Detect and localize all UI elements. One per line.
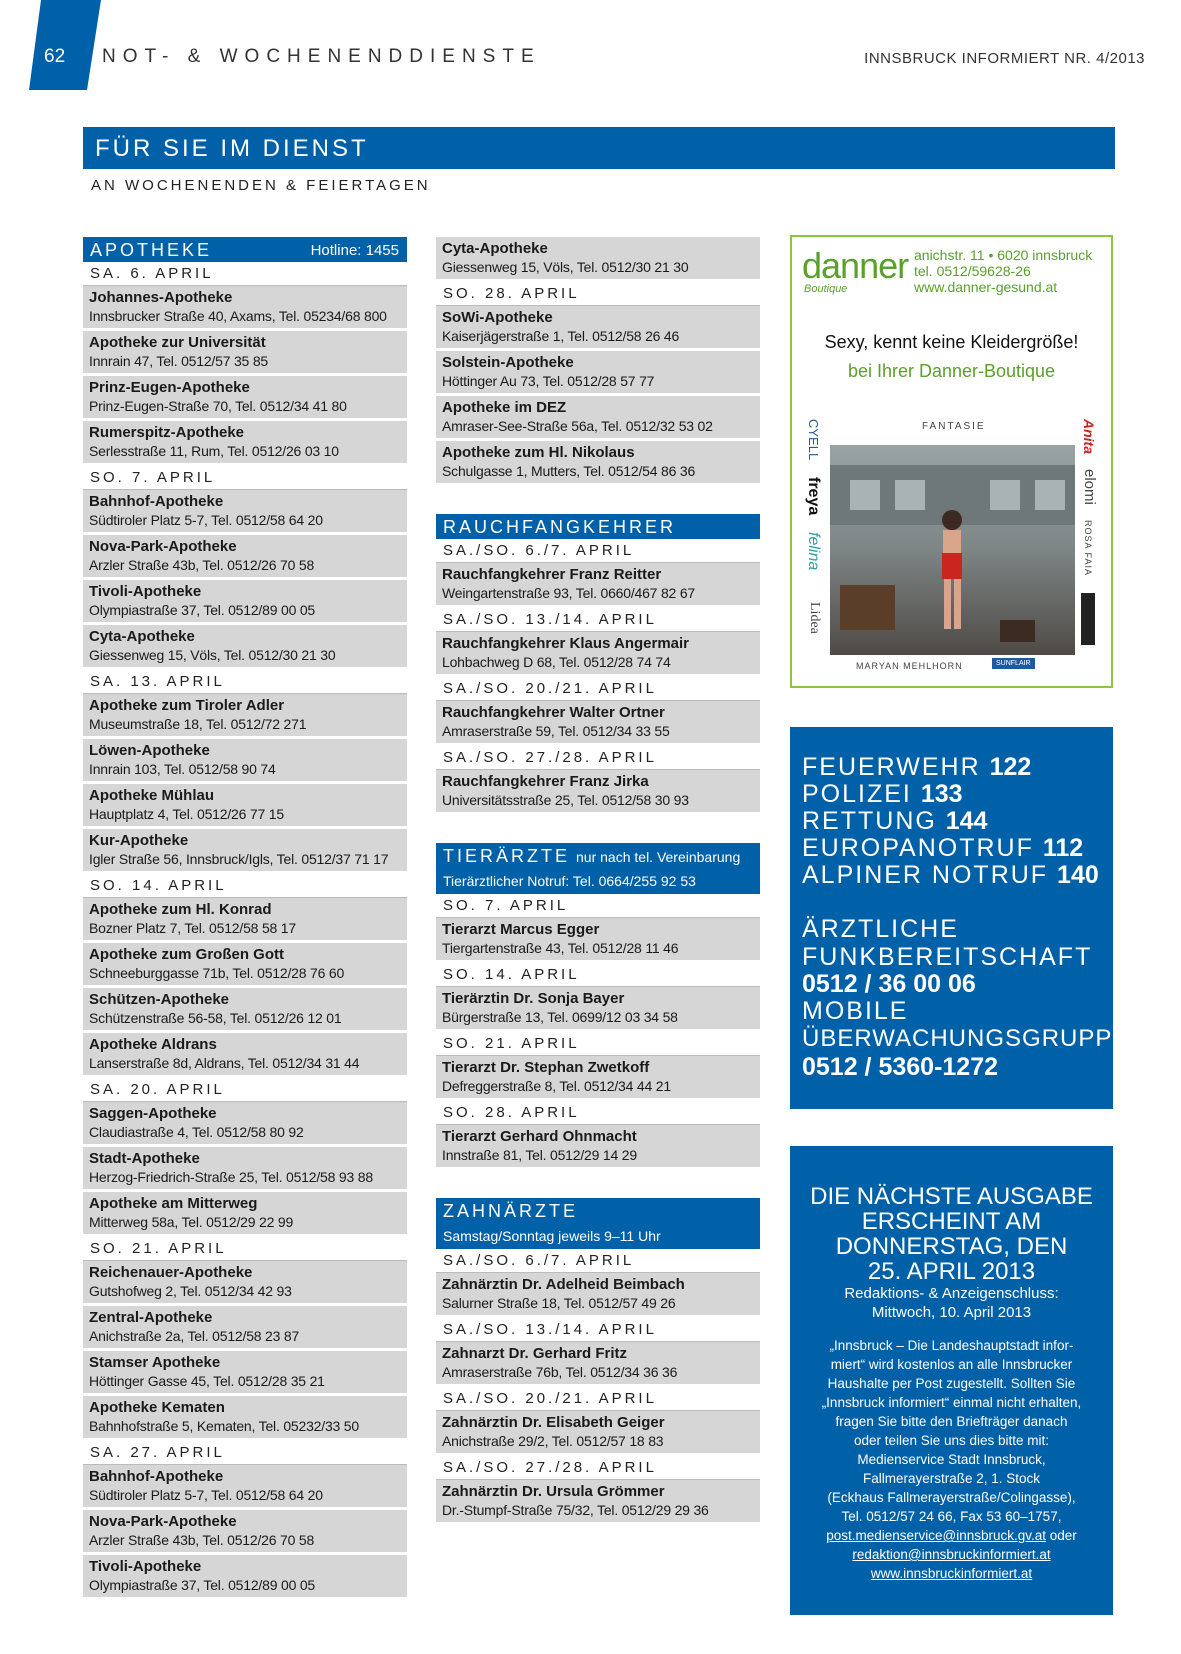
ad-slogan-sub: bei Ihrer Danner-Boutique	[847, 361, 1056, 381]
listing-name: Schützen-Apotheke	[89, 991, 230, 1008]
date-heading: SA. 6. APRIL	[83, 262, 407, 286]
section-heading: NOT- & WOCHENENDDIENSTE	[102, 46, 541, 67]
rauchfangkehrer-title: RAUCHFANGKEHRER	[443, 517, 677, 537]
brand-sunflair: SUNFLAIR	[992, 658, 1035, 669]
zahnaerzte-header	[436, 1198, 760, 1249]
listing-address: Mitterweg 58a, Tel. 0512/29 22 99	[89, 1214, 294, 1230]
website-link[interactable]: www.innsbruckinformiert.at	[870, 1566, 1033, 1581]
listing-address: Bahnhofstraße 5, Kematen, Tel. 05232/33 50	[89, 1418, 359, 1434]
listing-entry	[436, 306, 760, 348]
listing-name: Saggen-Apotheke	[89, 1105, 217, 1122]
emergency-number: 122	[989, 753, 1032, 781]
spacer	[436, 1170, 760, 1198]
emergency-number: 133	[920, 780, 963, 808]
mobile-label-2: ÜBERWACHUNGSGRUPPE	[802, 1025, 1130, 1052]
page-number-tab	[29, 0, 101, 90]
listing-entry	[83, 1465, 407, 1507]
listing-name: Apotheke zum Hl. Nikolaus	[442, 444, 635, 461]
date-heading: SO. 7. APRIL	[83, 466, 407, 490]
listing-address: Südtiroler Platz 5-7, Tel. 0512/58 64 20	[89, 1487, 323, 1503]
listing-entry	[83, 1510, 407, 1552]
date-heading: SA. 27. APRIL	[83, 1441, 407, 1465]
listing-address: Universitätsstraße 25, Tel. 0512/58 30 93	[442, 792, 689, 808]
listing-address: Bozner Platz 7, Tel. 0512/58 58 17	[89, 920, 296, 936]
emergency-label: FEUERWEHR	[802, 753, 981, 781]
listing-address: Weingartenstraße 93, Tel. 0660/467 82 67	[442, 585, 695, 601]
services-column	[436, 237, 760, 1525]
emergency-label: RETTUNG	[802, 807, 937, 835]
listing-entry	[83, 1396, 407, 1438]
listing-address: Olympiastraße 37, Tel. 0512/89 00 05	[89, 1577, 316, 1593]
date-heading: SO. 21. APRIL	[436, 1032, 760, 1056]
listing-address: Schulgasse 1, Mutters, Tel. 0512/54 86 36	[442, 463, 696, 479]
listing-name: Nova-Park-Apotheke	[89, 538, 237, 555]
emergency-line	[802, 834, 1083, 862]
listing-entry	[436, 1342, 760, 1384]
mobile-number: 0512 / 5360-1272	[802, 1053, 999, 1081]
date-heading: SA. 13. APRIL	[83, 670, 407, 694]
brand-maryan-mehlhorn: MARYAN MEHLHORN	[856, 661, 963, 671]
danner-address	[914, 247, 1092, 295]
tieraerzte-title: TIERÄRZTE	[443, 846, 571, 866]
brand-elomi: elomi	[1081, 469, 1098, 505]
listing-entry	[83, 829, 407, 871]
listing-address: Innsbrucker Straße 40, Axams, Tel. 05234/68 800	[89, 308, 387, 324]
listing-name: Rauchfangkehrer Walter Ortner	[442, 704, 665, 721]
date-heading: SA./SO. 13./14. APRIL	[436, 1318, 760, 1342]
web-line: www.danner-gesund.at	[914, 279, 1058, 295]
listing-name: Apotheke zum Großen Gott	[89, 946, 284, 963]
listing-entry	[83, 784, 407, 826]
date-heading: SO. 21. APRIL	[83, 1237, 407, 1261]
tieraerzte-header	[436, 843, 760, 894]
listing-address: Herzog-Friedrich-Straße 25, Tel. 0512/58 93 88	[89, 1169, 373, 1185]
rauchfangkehrer-list	[436, 539, 760, 812]
listing-entry	[83, 580, 407, 622]
listing-address: Lohbachweg D 68, Tel. 0512/28 74 74	[442, 654, 671, 670]
listing-address: Salurner Straße 18, Tel. 0512/57 49 26	[442, 1295, 676, 1311]
funk-label-2: FUNKBEREITSCHAFT	[802, 943, 1093, 971]
listing-entry	[83, 376, 407, 418]
listing-name: Apotheke im DEZ	[442, 399, 567, 416]
listing-name: Tierarzt Dr. Stephan Zwetkoff	[442, 1059, 650, 1076]
brand-freya: freya	[805, 477, 822, 516]
ad-slogan: Sexy, kennt keine Kleidergröße!	[824, 332, 1079, 352]
listing-entry	[436, 918, 760, 960]
brand-lidea: Lidea	[807, 602, 822, 634]
listing-name: Apotheke zur Universität	[89, 334, 266, 351]
email-line	[804, 1526, 1099, 1545]
listing-address: Anichstraße 29/2, Tel. 0512/57 18 83	[442, 1433, 664, 1449]
listing-address: Arzler Straße 43b, Tel. 0512/26 70 58	[89, 1532, 315, 1548]
listing-entry	[436, 563, 760, 605]
listing-name: Tierärztin Dr. Sonja Bayer	[442, 990, 625, 1007]
listing-entry	[83, 1261, 407, 1303]
listing-name: Löwen-Apotheke	[89, 742, 210, 759]
delivery-text-line: Tel. 0512/57 24 66, Fax 53 60–1757,	[841, 1509, 1062, 1524]
listing-name: Cyta-Apotheke	[442, 240, 548, 257]
date-heading: SA./SO. 20./21. APRIL	[436, 677, 760, 701]
emergency-number: 112	[1042, 834, 1084, 862]
listing-entry	[83, 1192, 407, 1234]
delivery-text-line: miert“ wird kostenlos an alle Innsbrucker	[830, 1357, 1073, 1372]
listing-name: Bahnhof-Apotheke	[89, 1468, 224, 1485]
delivery-text-line: Fallmerayerstraße 2, 1. Stock	[862, 1471, 1041, 1486]
apotheke-list	[83, 262, 407, 1597]
mobile-label-1: MOBILE	[802, 997, 909, 1025]
delivery-text-line: „Innsbruck informiert“ einmal nicht erhalten,	[821, 1395, 1082, 1410]
listing-entry	[83, 898, 407, 940]
apotheke-header	[83, 237, 407, 262]
listing-name: Tivoli-Apotheke	[89, 1558, 202, 1575]
listing-name: Kur-Apotheke	[89, 832, 189, 849]
listing-name: Rauchfangkehrer Franz Jirka	[442, 773, 649, 790]
apotheke-continued-list	[436, 237, 760, 483]
listing-name: Tivoli-Apotheke	[89, 583, 202, 600]
listing-address: Höttinger Gasse 45, Tel. 0512/28 35 21	[89, 1373, 325, 1389]
danner-logo: danner	[802, 245, 909, 286]
deadline-label: Redaktions- & Anzeigenschluss:	[844, 1285, 1059, 1302]
delivery-text-line: fragen Sie bitte den Briefträger danach	[835, 1414, 1068, 1429]
brand-prima-donna-logo	[1081, 593, 1095, 645]
heading-line: ERSCHEINT AM	[861, 1208, 1042, 1235]
listing-entry	[83, 331, 407, 373]
listing-name: Rauchfangkehrer Klaus Angermair	[442, 635, 690, 652]
listing-name: Prinz-Eugen-Apotheke	[89, 379, 250, 396]
listing-address: Anichstraße 2a, Tel. 0512/58 23 87	[89, 1328, 300, 1344]
apotheke-column	[83, 237, 407, 1600]
listing-name: SoWi-Apotheke	[442, 309, 553, 326]
tieraerzte-note: nur nach tel. Vereinbarung	[576, 849, 741, 865]
listing-address: Dr.-Stumpf-Straße 75/32, Tel. 0512/29 29 36	[442, 1502, 709, 1518]
listing-name: Rauchfangkehrer Franz Reitter	[442, 566, 662, 583]
listing-entry	[83, 988, 407, 1030]
listing-entry	[83, 1555, 407, 1597]
listing-entry	[83, 286, 407, 328]
listing-name: Stamser Apotheke	[89, 1354, 221, 1371]
delivery-text-line: (Eckhaus Fallmerayerstraße/Colingasse),	[827, 1490, 1076, 1505]
emergency-line	[802, 753, 1031, 781]
brand-felina: felina	[805, 532, 822, 571]
listing-name: Tierarzt Marcus Egger	[442, 921, 600, 938]
listing-name: Apotheke zum Tiroler Adler	[89, 697, 285, 714]
listing-entry	[436, 1273, 760, 1315]
listing-address: Innrain 103, Tel. 0512/58 90 74	[89, 761, 276, 777]
listing-entry	[436, 441, 760, 483]
zahnaerzte-hours: Samstag/Sonntag jeweils 9–11 Uhr	[443, 1228, 661, 1244]
funk-label-1: ÄRZTLICHE	[802, 915, 959, 943]
emergency-label: EUROPANOTRUF	[802, 834, 1034, 862]
delivery-text-line: Medienservice Stadt Innsbruck,	[857, 1452, 1046, 1467]
date-heading: SO. 28. APRIL	[436, 282, 760, 306]
delivery-text-line: Haushalte per Post zugestellt. Sollten Sie	[827, 1376, 1076, 1391]
listing-address: Innstraße 81, Tel. 0512/29 14 29	[442, 1147, 637, 1163]
heading-line: DONNERSTAG, DEN	[835, 1233, 1068, 1260]
funk-number: 0512 / 36 00 06	[802, 970, 976, 998]
tieraerzte-title-line	[443, 846, 740, 867]
listing-entry	[83, 1351, 407, 1393]
listing-name: Nova-Park-Apotheke	[89, 1513, 237, 1530]
listing-name: Apotheke zum Hl. Konrad	[89, 901, 272, 918]
listing-entry	[83, 535, 407, 577]
train-station-illustration	[830, 445, 1075, 655]
listing-entry	[83, 1306, 407, 1348]
listing-name: Apotheke Kematen	[89, 1399, 225, 1416]
spacer	[436, 815, 760, 843]
listing-entry	[436, 1480, 760, 1522]
zahnaerzte-list	[436, 1249, 760, 1522]
danner-logo-sub: Boutique	[804, 283, 848, 295]
listing-entry	[83, 739, 407, 781]
listing-address: Lanserstraße 8d, Aldrans, Tel. 0512/34 31 44	[89, 1055, 360, 1071]
next-issue-box	[790, 1146, 1113, 1615]
date-heading: SA./SO. 6./7. APRIL	[436, 539, 760, 563]
listing-address: Tiergartenstraße 43, Tel. 0512/28 11 46	[442, 940, 679, 956]
listing-entry	[83, 625, 407, 667]
emergency-number: 144	[945, 807, 988, 835]
listing-name: Apotheke Mühlau	[89, 787, 215, 804]
listing-address: Giessenweg 15, Völs, Tel. 0512/30 21 30	[442, 259, 689, 275]
emergency-label: POLIZEI	[802, 780, 912, 808]
listing-name: Rumerspitz-Apotheke	[89, 424, 245, 441]
listing-address: Prinz-Eugen-Straße 70, Tel. 0512/34 41 80	[89, 398, 347, 414]
listing-entry	[436, 351, 760, 393]
spacer	[436, 486, 760, 514]
listing-address: Olympiastraße 37, Tel. 0512/89 00 05	[89, 602, 316, 618]
listing-address: Museumstraße 18, Tel. 0512/72 271	[89, 716, 307, 732]
listing-name: Zahnärztin Dr. Elisabeth Geiger	[442, 1414, 665, 1431]
emergency-numbers-box	[790, 727, 1130, 1109]
date-heading: SA. 20. APRIL	[83, 1078, 407, 1102]
email-link-redaktion[interactable]: redaktion@innsbruckinformiert.at	[852, 1547, 1051, 1562]
listing-entry	[83, 1102, 407, 1144]
issue-label: INNSBRUCK INFORMIERT NR. 4/2013	[864, 50, 1145, 67]
listing-address: Bürgerstraße 13, Tel. 0699/12 03 34 58	[442, 1009, 678, 1025]
listing-name: Solstein-Apotheke	[442, 354, 574, 371]
title-banner	[83, 127, 1115, 169]
emergency-line	[802, 780, 963, 808]
listing-address: Hauptplatz 4, Tel. 0512/26 77 15	[89, 806, 284, 822]
listing-address: Höttinger Au 73, Tel. 0512/28 57 77	[442, 373, 655, 389]
delivery-text-line: oder teilen Sie uns dies bitte mit:	[853, 1433, 1050, 1448]
listing-name: Zahnärztin Dr. Ursula Grömmer	[442, 1483, 665, 1500]
heading-line: DIE NÄCHSTE AUSGABE	[810, 1183, 1093, 1210]
zahnaerzte-title: ZAHNÄRZTE	[443, 1201, 578, 1221]
listing-address: Amraserstraße 59, Tel. 0512/34 33 55	[442, 723, 670, 739]
listing-address: Giessenweg 15, Völs, Tel. 0512/30 21 30	[89, 647, 336, 663]
email-link-medienservice[interactable]: post.medienservice@innsbruck.gv.at	[826, 1528, 1047, 1543]
listing-entry	[436, 1056, 760, 1098]
date-heading: SO. 14. APRIL	[83, 874, 407, 898]
rauchfangkehrer-header	[436, 514, 760, 539]
listing-address: Kaiserjägerstraße 1, Tel. 0512/58 26 46	[442, 328, 680, 344]
web-line	[804, 1564, 1099, 1583]
date-heading: SO. 28. APRIL	[436, 1101, 760, 1125]
address-line: anichstr. 11 • 6020 innsbruck	[914, 247, 1093, 263]
listing-entry	[83, 1147, 407, 1189]
deadline-info	[790, 1284, 1113, 1322]
listing-address: Südtiroler Platz 5-7, Tel. 0512/58 64 20	[89, 512, 323, 528]
date-heading: SA./SO. 20./21. APRIL	[436, 1387, 760, 1411]
email-line-2	[804, 1545, 1099, 1564]
listing-entry	[83, 1033, 407, 1075]
listing-entry	[436, 1411, 760, 1453]
listing-name: Bahnhof-Apotheke	[89, 493, 224, 510]
listing-address: Igler Straße 56, Innsbruck/Igls, Tel. 0512/37 71 17	[89, 851, 389, 867]
delivery-info	[804, 1336, 1099, 1583]
page-number: 62	[44, 46, 66, 67]
emergency-label: ALPINER NOTRUF	[802, 861, 1049, 889]
listing-entry	[436, 237, 760, 279]
listing-address: Defreggerstraße 8, Tel. 0512/34 44 21	[442, 1078, 671, 1094]
listing-entry	[83, 943, 407, 985]
listing-address: Amraserstraße 76b, Tel. 0512/34 36 36	[442, 1364, 678, 1380]
date-heading: SA./SO. 6./7. APRIL	[436, 1249, 760, 1273]
date-heading: SA./SO. 27./28. APRIL	[436, 746, 760, 770]
emergency-line	[802, 807, 988, 835]
listing-name: Apotheke am Mitterweg	[89, 1195, 258, 1212]
tieraerzte-notruf: Tierärztlicher Notruf: Tel. 0664/255 92 53	[443, 873, 696, 889]
apotheke-title: APOTHEKE	[90, 240, 213, 260]
listing-name: Zahnärztin Dr. Adelheid Beimbach	[442, 1276, 685, 1293]
listing-name: Stadt-Apotheke	[89, 1150, 200, 1167]
listing-name: Cyta-Apotheke	[89, 628, 195, 645]
listing-address: Schützenstraße 56-58, Tel. 0512/26 12 01	[89, 1010, 342, 1026]
banner-title: FÜR SIE IM DIENST	[95, 135, 369, 162]
date-heading: SO. 7. APRIL	[436, 894, 760, 918]
deadline-date: Mittwoch, 10. April 2013	[871, 1304, 1032, 1321]
oder-text: oder	[1046, 1528, 1077, 1543]
brand-fantasie: FANTASIE	[922, 421, 986, 432]
phone-line: tel. 0512/59628-26	[914, 263, 1031, 279]
emergency-line	[802, 861, 1099, 889]
tieraerzte-list	[436, 894, 760, 1167]
date-heading: SA./SO. 13./14. APRIL	[436, 608, 760, 632]
listing-name: Apotheke Aldrans	[89, 1036, 217, 1053]
banner-subtitle: AN WOCHENENDEN & FEIERTAGEN	[91, 177, 431, 194]
date-heading: SA./SO. 27./28. APRIL	[436, 1456, 760, 1480]
listing-name: Zahnarzt Dr. Gerhard Fritz	[442, 1345, 628, 1362]
listing-entry	[436, 1125, 760, 1167]
apotheke-hotline: Hotline: 1455	[310, 242, 399, 259]
emergency-number: 140	[1057, 861, 1099, 889]
brand-rosafaia: ROSA FAIA	[1083, 520, 1093, 577]
listing-entry	[83, 694, 407, 736]
listing-address: Serlesstraße 11, Rum, Tel. 0512/26 03 10	[89, 443, 339, 459]
heading-line: 25. APRIL 2013	[867, 1258, 1036, 1285]
listing-entry	[83, 490, 407, 532]
ad-photo	[830, 445, 1075, 655]
listing-entry	[436, 987, 760, 1029]
listing-entry	[436, 632, 760, 674]
listing-entry	[436, 396, 760, 438]
danner-advertisement[interactable]	[790, 235, 1113, 688]
delivery-text	[804, 1336, 1099, 1526]
listing-entry	[436, 701, 760, 743]
listing-entry	[83, 421, 407, 463]
listing-address: Schneeburggasse 71b, Tel. 0512/28 76 60	[89, 965, 345, 981]
brand-cyell: CYELL	[806, 419, 821, 461]
brand-anita: Anita	[1081, 419, 1097, 454]
listing-address: Claudiastraße 4, Tel. 0512/58 80 92	[89, 1124, 304, 1140]
listing-address: Gutshofweg 2, Tel. 0512/34 42 93	[89, 1283, 292, 1299]
listing-name: Tierarzt Gerhard Ohnmacht	[442, 1128, 637, 1145]
listing-name: Johannes-Apotheke	[89, 289, 233, 306]
listing-name: Zentral-Apotheke	[89, 1309, 213, 1326]
listing-name: Reichenauer-Apotheke	[89, 1264, 253, 1281]
date-heading: SO. 14. APRIL	[436, 963, 760, 987]
listing-address: Amraser-See-Straße 56a, Tel. 0512/32 53 02	[442, 418, 713, 434]
next-issue-heading	[790, 1184, 1113, 1284]
listing-address: Innrain 47, Tel. 0512/57 35 85	[89, 353, 269, 369]
delivery-text-line: „Innsbruck – Die Landeshauptstadt infor-	[829, 1338, 1074, 1353]
listing-address: Arzler Straße 43b, Tel. 0512/26 70 58	[89, 557, 315, 573]
listing-entry	[436, 770, 760, 812]
